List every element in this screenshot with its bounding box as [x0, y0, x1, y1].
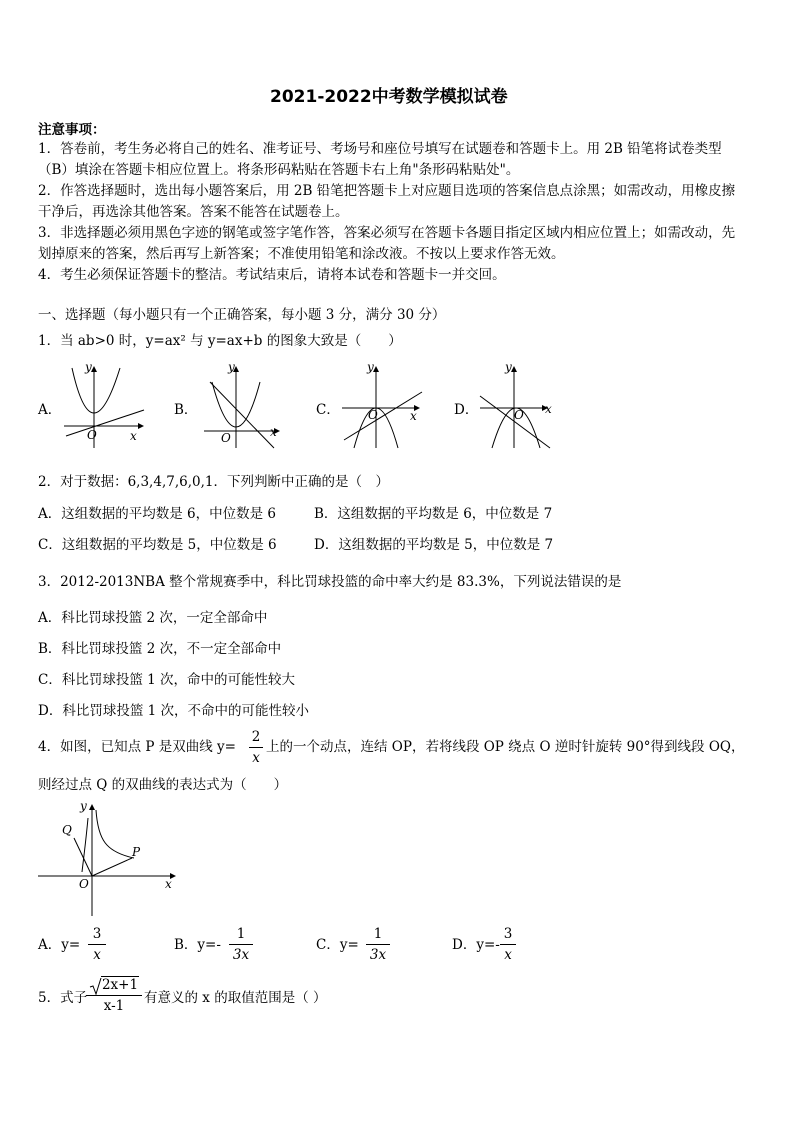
notice-line-4: 干净后，再选涂其他答案。答案不能答在试题卷上。 — [38, 204, 349, 220]
q4-option-b-fraction — [229, 926, 253, 963]
q1-option-a-label: A． — [38, 402, 62, 418]
q5-num: 2x+1 — [101, 977, 139, 993]
q3-option-a: A．科比罚球投篮 2 次，一定全部命中 — [38, 610, 268, 626]
q4-c-num: 1 — [373, 926, 383, 942]
q4-stem-part2: 上的一个动点，连结 OP，若将线段 OP 绕点 O 逆时针旋转 90°得到线段 OQ， — [266, 739, 745, 755]
q4-option-b-prefix: B．y=- — [174, 937, 221, 953]
q3-stem: 3．2012-2013NBA 整个常规赛季中，科比罚球投篮的命中率大约是 83.3%，下列说法错误的是 — [38, 574, 622, 590]
q4-option-c-fraction — [366, 926, 390, 963]
notice-line-2: （B）填涂在答题卡相应位置上。将条形码粘贴在答题卡右上角"条形码粘贴处"。 — [38, 162, 520, 178]
q1-b-origin: O — [221, 431, 231, 445]
q1-b-y: y — [228, 362, 235, 374]
q4-option-d-fraction — [500, 926, 516, 963]
q4-stem-part3: 则经过点 Q 的双曲线的表达式为（ ） — [38, 777, 288, 793]
q2-stem: 2．对于数据：6,3,4,7,6,0,1．下列判断中正确的是（ ） — [38, 474, 389, 490]
q1-b-x: x — [270, 425, 277, 439]
q4-fig-q: Q — [62, 823, 72, 837]
radical-sign-icon — [89, 977, 102, 995]
q4-stem-fraction — [249, 729, 263, 766]
q1-option-c-label: C． — [316, 402, 340, 418]
q1-c-y: y — [367, 362, 374, 374]
notice-line-6: 划掉原来的答案，然后再写上新答案；不准使用铅笔和涂改液。不按以上要求作答无效。 — [38, 246, 565, 262]
q1-option-b-label: B． — [174, 402, 198, 418]
q1-c-origin: O — [368, 408, 378, 422]
q2-option-c: C．这组数据的平均数是 5，中位数是 6 — [38, 537, 277, 553]
q5-prefix: 5．式子 — [38, 990, 88, 1006]
q4-c-den: 3x — [366, 944, 390, 963]
q5-den: x-1 — [86, 995, 142, 1014]
q1-graph-a — [60, 362, 160, 452]
notice-line-7: 4．考生必须保证答题卡的整洁。考试结束后，请将本试卷和答题卡一并交回。 — [38, 267, 506, 283]
q4-d-den: x — [500, 944, 516, 963]
q2-option-b: B．这组数据的平均数是 6，中位数是 7 — [314, 506, 553, 522]
q1-d-x: x — [545, 402, 552, 416]
q1-stem: 1．当 ab>0 时，y=ax² 与 y=ax+b 的图象大致是（ ） — [38, 333, 402, 349]
q4-frac-num: 2 — [251, 729, 261, 745]
q1-graph-c — [338, 362, 438, 452]
q4-d-num: 3 — [503, 926, 513, 942]
q4-option-d-prefix: D．y=- — [452, 937, 500, 953]
q5-fraction — [86, 977, 142, 1014]
q1-graph-b — [196, 362, 296, 452]
q3-option-c: C．科比罚球投篮 1 次，命中的可能性较大 — [38, 672, 296, 688]
q2-option-d: D．这组数据的平均数是 5，中位数是 7 — [314, 537, 554, 553]
q4-b-num: 1 — [236, 926, 246, 942]
q3-option-d: D．科比罚球投篮 1 次，不命中的可能性较小 — [38, 703, 309, 719]
q1-a-y: y — [85, 362, 92, 374]
q4-option-c-prefix: C．y= — [316, 937, 359, 953]
q4-frac-den: x — [249, 747, 263, 766]
q1-graph-d — [476, 362, 576, 452]
page-title: 2021-2022中考数学模拟试卷 — [270, 87, 508, 107]
q3-option-b: B．科比罚球投篮 2 次，不一定全部命中 — [38, 641, 282, 657]
notice-line-5: 3．非选择题必须用黑色字迹的钢笔或签字笔作答，答案必须写在答题卡各题目指定区域内相应位置上；如需改动，先 — [38, 225, 736, 241]
q2-option-a: A．这组数据的平均数是 6，中位数是 6 — [38, 506, 277, 522]
section-heading: 一、选择题（每小题只有一个正确答案，每小题 3 分，满分 30 分） — [38, 307, 446, 323]
notice-line-1: 1．答卷前，考生务必将自己的姓名、准考证号、考场号和座位号填写在试题卷和答题卡上。用 2B 铅笔将试卷类型 — [38, 141, 722, 157]
q4-option-a-prefix: A．y= — [38, 937, 81, 953]
q1-c-x: x — [410, 409, 417, 423]
q4-fig-p: P — [132, 845, 141, 859]
q5-sqrt — [89, 977, 139, 993]
notice-line-3: 2．作答选择题时，选出每小题答案后，用 2B 铅笔把答题卡上对应题目选项的答案信息点涂黑；如需改动，用橡皮擦 — [38, 183, 736, 199]
q4-option-a-fraction — [88, 926, 106, 963]
q4-fig-y: y — [80, 800, 87, 813]
notice-heading: 注意事项： — [38, 122, 106, 138]
q4-fig-x: x — [165, 877, 172, 891]
q4-a-den: x — [88, 944, 106, 963]
q4-figure — [36, 800, 181, 918]
q1-d-origin: O — [514, 408, 524, 422]
q4-a-num: 3 — [92, 926, 102, 942]
q1-a-x: x — [130, 429, 137, 443]
q1-d-y: y — [505, 362, 512, 374]
q1-option-d-label: D． — [454, 402, 479, 418]
q4-b-den: 3x — [229, 944, 253, 963]
q4-stem-part1: 4．如图，已知点 P 是双曲线 y= — [38, 739, 236, 755]
q1-a-origin: O — [87, 428, 97, 442]
q4-fig-origin: O — [79, 877, 89, 891]
q5-suffix: 有意义的 x 的取值范围是（ ） — [144, 990, 327, 1006]
